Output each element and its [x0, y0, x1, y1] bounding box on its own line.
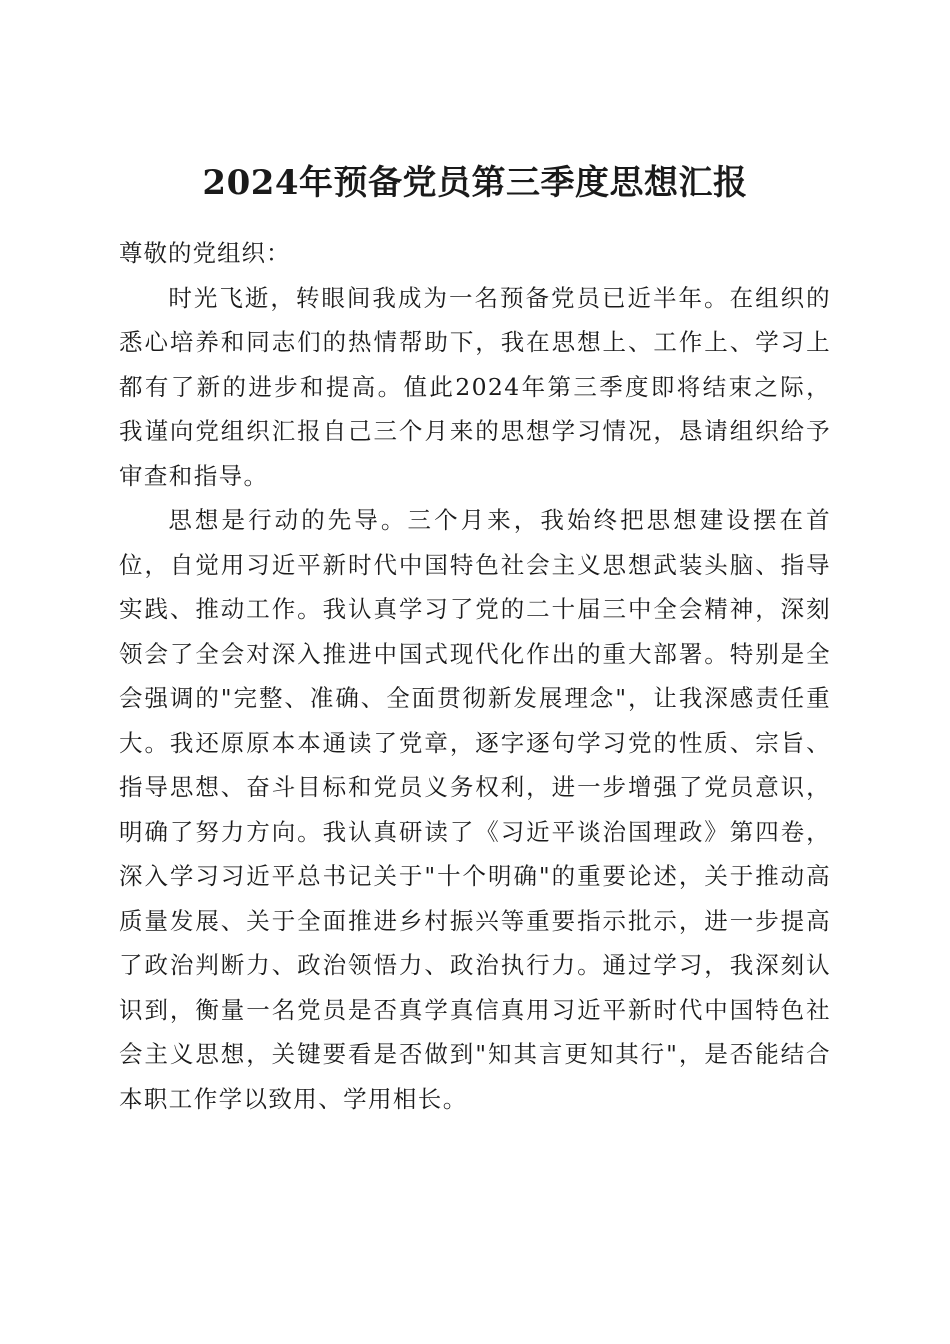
- paragraph-thought-study: 思想是行动的先导。三个月来，我始终把思想建设摆在首位，自觉用习近平新时代中国特色社会主义思想武装头脑、指导实践、推动工作。我认真学习了党的二十届三中全会精神，深刻领会了全会对深入推进中国式现代化作出的重大部署。特别是全会强调的"完整、准确、全面贯彻新发展理念"，让我深感责任重大。我还原原本本通读了党章，逐字逐句学习党的性质、宗旨、指导思想、奋斗目标和党员义务权利，进一步增强了党员意识，明确了努力方向。我认真研读了《习近平谈治国理政》第四卷，深入学习习近平总书记关于"十个明确"的重要论述，关于推动高质量发展、关于全面推进乡村振兴等重要指示批示，进一步提高了政治判断力、政治领悟力、政治执行力。通过学习，我深刻认识到，衡量一名党员是否真学真信真用习近平新时代中国特色社会主义思想，关键要看是否做到"知其言更知其行"，是否能结合本职工作学以致用、学用相长。: [119, 506, 831, 1113]
- paragraph-intro: 时光飞逝，转眼间我成为一名预备党员已近半年。在组织的悉心培养和同志们的热情帮助下，我在思想上、工作上、学习上都有了新的进步和提高。值此2024年第三季度即将结束之际，我谨向党组织汇报自己三个月来的思想学习情况，恳请组织给予审查和指导。: [119, 283, 831, 490]
- document-title: 2024年预备党员第三季度思想汇报: [202, 162, 748, 203]
- salutation: 尊敬的党组织：: [119, 239, 291, 267]
- document-body: [119, 231, 831, 1121]
